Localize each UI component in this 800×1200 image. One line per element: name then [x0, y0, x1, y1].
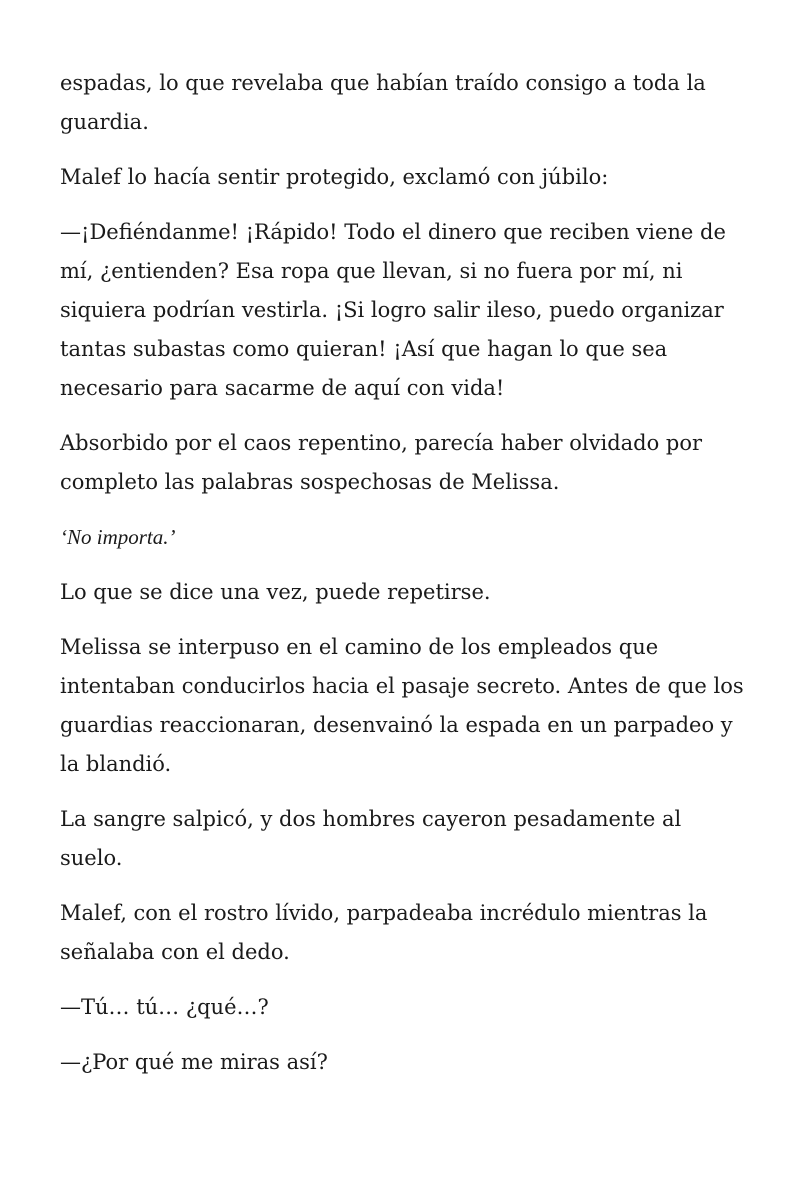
paragraph: Melissa se interpuso en el camino de los empleados que intentaban conducirlos hacia el pasaje secreto. Antes de que los guardias reaccionaran, desenvainó la espada en un parpadeo y la blandió. — [60, 635, 744, 776]
paragraph: Malef lo hacía sentir protegido, exclamó con júbilo: — [60, 165, 609, 189]
italic-thought: ‘No importa.’ — [60, 525, 176, 549]
paragraph: Absorbido por el caos repentino, parecía haber olvidado por completo las palabras sospechosas de Melissa. — [60, 431, 703, 494]
paragraph: La sangre salpicó, y dos hombres cayeron pesadamente al suelo. — [60, 807, 682, 870]
paragraph: —¿Por qué me miras así? — [60, 1050, 328, 1074]
paragraph: Malef, con el rostro lívido, parpadeaba incrédulo mientras la señalaba con el dedo. — [60, 901, 708, 964]
paragraph: espadas, lo que revelaba que habían traído consigo a toda la guardia. — [60, 71, 706, 134]
paragraph: —Tú… tú… ¿qué…? — [60, 995, 269, 1019]
paragraph: —¡Defiéndanme! ¡Rápido! Todo el dinero que reciben viene de mí, ¿entienden? Esa ropa que llevan, si no fuera por mí, ni siquiera podrían vestirla. ¡Si logro salir ileso, puedo organizar tantas subastas como quieran! ¡Así que hagan lo que sea necesario para sacarme de aquí con vida! — [60, 220, 726, 400]
reading-page — [60, 64, 750, 1098]
paragraph: Lo que se dice una vez, puede repetirse. — [60, 580, 491, 604]
